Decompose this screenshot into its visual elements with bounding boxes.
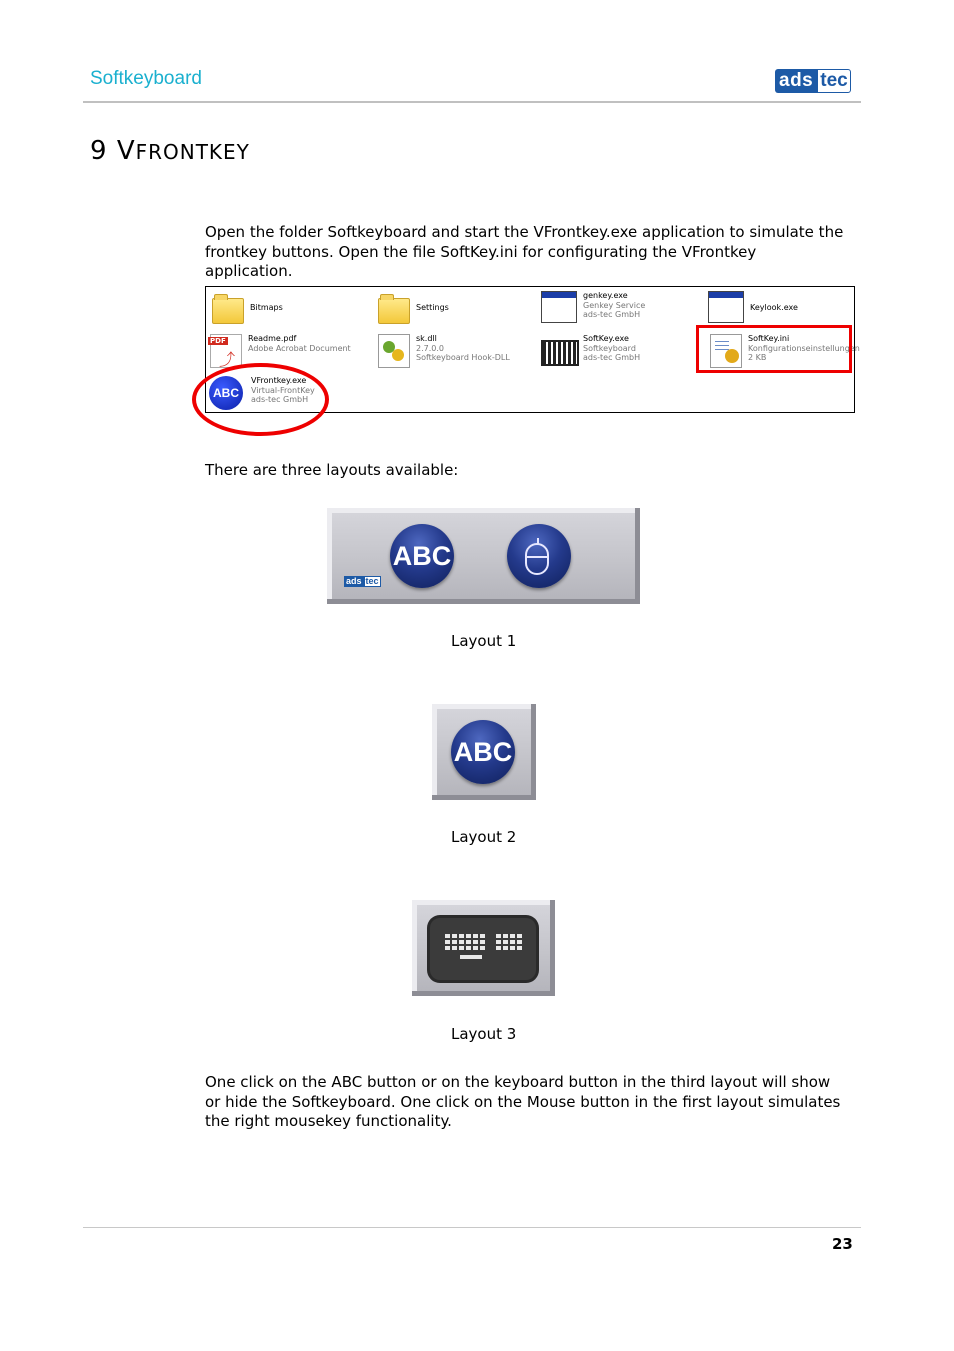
intro-paragraph: Open the folder Softkeyboard and start the VFrontkey.exe application to simulate the frontkey buttons. Open the file SoftKey.ini for configurating the VFrontkey application. — [205, 223, 844, 280]
item-version: 2.7.0.0 — [416, 343, 444, 353]
pdf-icon: PDF ⤴ — [210, 334, 242, 368]
pdf-badge: PDF — [210, 337, 226, 345]
item-name: sk.dll — [416, 334, 437, 343]
explorer-item-genkey[interactable] — [541, 291, 645, 323]
explorer-item-readme[interactable] — [210, 334, 351, 369]
layout3-caption: Layout 3 — [451, 1025, 517, 1043]
item-description: Softkeyboard — [583, 343, 636, 353]
layout2-panel — [432, 704, 536, 800]
abc-button[interactable]: ABC — [451, 720, 515, 784]
running-header-title: Softkeyboard — [90, 68, 202, 89]
highlight-circle-vfrontkey — [192, 363, 329, 436]
mouse-button[interactable] — [507, 524, 571, 588]
outro-paragraph: One click on the ABC button or on the keyboard button in the third layout will show or hide the Softkeyboard. One click on the Mouse button in the first layout simulates the right mousekey functionality. — [205, 1073, 841, 1130]
dll-gears-icon — [378, 334, 410, 368]
keyboard-icon — [541, 340, 579, 366]
abc-button[interactable]: ABC — [390, 524, 454, 588]
explorer-item-keylook[interactable] — [708, 291, 798, 323]
footer-divider — [83, 1227, 861, 1228]
item-description: Genkey Service — [583, 300, 646, 310]
layout3-panel — [412, 900, 555, 996]
logo-ads: ads — [775, 69, 817, 93]
item-company: ads-tec GmbH — [583, 310, 641, 319]
item-company: ads-tec GmbH — [583, 353, 641, 362]
header-divider — [83, 101, 861, 103]
item-name: SoftKey.ini — [748, 334, 790, 343]
item-company: ads-tec GmbH — [251, 395, 309, 404]
abc-icon: ABC — [209, 376, 243, 410]
layouts-intro: There are three layouts available: — [205, 461, 459, 479]
keyboard-button[interactable] — [430, 918, 536, 980]
folder-icon — [378, 298, 410, 324]
layout1-caption: Layout 1 — [451, 632, 517, 650]
logo-tec: tec — [817, 69, 850, 93]
explorer-item-bitmaps[interactable] — [212, 293, 283, 325]
item-description: Softkeyboard Hook-DLL — [416, 353, 510, 362]
item-size: 2 KB — [748, 353, 767, 362]
mini-logo-ads: ads — [346, 576, 362, 586]
item-name: VFrontkey.exe — [251, 376, 307, 385]
ads-tec-mini-logo — [344, 576, 381, 587]
item-name: SoftKey.exe — [583, 334, 629, 343]
mini-logo-tec: tec — [365, 576, 379, 586]
item-description: Konfigurationseinstellungen — [748, 343, 860, 353]
item-name: Bitmaps — [250, 303, 283, 312]
ads-tec-logo — [775, 69, 858, 93]
chapter-number: 9 — [90, 136, 108, 166]
chapter-title-rest: FRONTKEY — [135, 140, 250, 164]
chapter-title-first: V — [116, 136, 136, 166]
application-window-icon — [708, 291, 744, 323]
keyboard-spacebar — [460, 955, 482, 959]
layout1-panel — [327, 508, 640, 604]
chapter-heading — [90, 136, 250, 166]
application-window-icon — [541, 291, 577, 323]
explorer-item-softkey-exe[interactable] — [541, 334, 640, 366]
keyboard-keys-right — [496, 934, 522, 950]
mouse-icon — [525, 543, 549, 575]
explorer-item-settings[interactable] — [378, 293, 449, 325]
item-name: genkey.exe — [583, 291, 628, 300]
explorer-item-skdll[interactable] — [378, 334, 510, 366]
layout2-caption: Layout 2 — [451, 828, 517, 846]
folder-icon — [212, 298, 244, 324]
item-description: Virtual-FrontKey — [251, 385, 315, 395]
highlight-box-softkey-ini — [696, 325, 852, 373]
item-name: Readme.pdf — [248, 334, 297, 343]
keyboard-icon — [445, 934, 485, 950]
item-name: Keylook.exe — [750, 303, 798, 312]
item-description: Adobe Acrobat Document — [248, 343, 351, 353]
page-number: 23 — [832, 1235, 853, 1253]
item-name: Settings — [416, 303, 449, 312]
